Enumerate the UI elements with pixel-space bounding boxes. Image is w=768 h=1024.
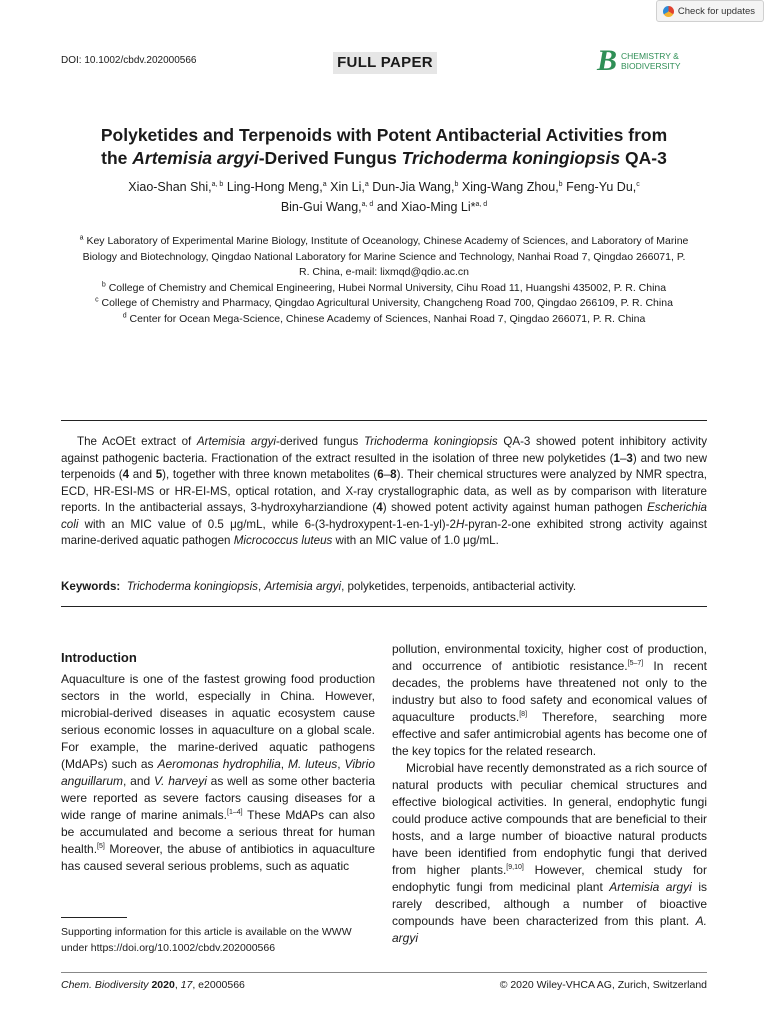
divider: [61, 606, 707, 607]
author: and Xiao-Ming Li*: [376, 200, 476, 214]
citation: [8]: [519, 711, 528, 718]
section-badge: FULL PAPER: [333, 52, 437, 74]
citation: [5]: [97, 843, 105, 850]
article-title: Polyketides and Terpenoids with Potent Antibacterial Activities from the Artemisia argyi-Derived Fungus Trichoderma koningiopsis QA-3: [100, 125, 668, 168]
body-column-left: Aquaculture is one of the fastest growing food production sectors in the world, especially in China. However, microbial-derived diseases in aquatic ecosystem cause serious economic losses in aquaculture on a global scale. For example, the marine-derived aquatic pathogens (MdAPs) such as Aeromonas hydrophilia, M. luteus, Vibrio anguillarum, and V. harveyi as well as some other bacteria were reported as severe factors causing diseases for a wide range of marine animals.[1–4] These MdAPs can also be accumulated and become a serious threat for human health.[5] Moreover, the abuse of antibiotics in aquaculture has caused several serious problems, such as aquatic: [61, 672, 376, 873]
author: Feng-Yu Du,: [566, 180, 637, 194]
footer-divider: [61, 972, 707, 973]
copyright: © 2020 Wiley-VHCA AG, Zurich, Switzerland: [499, 979, 707, 991]
affiliation: $^c$ College of Chemistry and Pharmacy, Qingdao Agricultural University, Changcheng Road 700, Qingdao 266109, P. R. China: [95, 296, 673, 309]
citation: [1–4]: [227, 809, 243, 816]
abstract: The AcOEt extract of Artemisia argyi-derived fungus Trichoderma koningiopsis QA-3 showed potent inhibitory activity against pathogenic bacteria. Fractionation of the extract resulted in the isolation of three new polyketides (1–3) and two new terpenoids (4 and 5), together with three known metabolites (6–8). Their chemical structures were analyzed by NMR spectra, ECD, HR-ESI-MS or HR-EI-MS, optical rotation, and X-ray crystallographic data, as well as by comparison with literature reports. In the antibacterial assays, 3-hydroxyharziandione (4) showed potent activity against human pathogen Escherichia coli with an MIC value of 0.5 μg/mL, while 6-(3-hydroxypent-1-en-1-yl)-2H-pyran-2-one exhibited strong activity against marine-derived aquatic pathogen Micrococcus luteus with an MIC value of 1.0 μg/mL.: [61, 435, 707, 547]
citation-footer: Chem. Biodiversity 2020, 17, e2000566: [61, 979, 245, 991]
journal-logo-icon: B: [597, 44, 618, 77]
doi[interactable]: DOI: 10.1002/cbdv.202000566: [61, 55, 197, 66]
journal-logo: [597, 46, 681, 76]
journal-logo-line1: CHEMISTRY &: [621, 51, 679, 61]
author: Bin-Gui Wang,: [280, 200, 362, 214]
author: Xiao-Shan Shi,: [128, 180, 212, 194]
affiliation: $^a$ Key Laboratory of Experimental Marine Biology, Institute of Oceanology, Chinese Academy of Sciences, and Laboratory of Marine Biology and Biotechnology, Qingdao National Laboratory for Marine Science and Technology, Nanhai Road 7, Qingdao 266071, P. R. China, e-mail: lixmqd@qdio.ac.cn: [79, 234, 689, 278]
keywords: Keywords: Trichoderma koningiopsis, Artemisia argyi, polyketides, terpenoids, antibacterial activity.: [61, 580, 577, 593]
crossmark-icon: [663, 6, 674, 17]
affiliation: $^b$ College of Chemistry and Chemical Engineering, Hubei Normal University, Cihu Road 11, Huangshi 435002, P. R. China: [101, 281, 667, 294]
divider: [61, 420, 707, 421]
check-for-updates-label: Check for updates: [677, 5, 755, 17]
author: Xin Li,: [330, 180, 365, 194]
affiliation: $^d$ Center for Ocean Mega-Science, Chinese Academy of Sciences, Nanhai Road 7, Qingdao 266071, P. R. China: [122, 312, 646, 325]
journal-logo-line2: BIODIVERSITY: [621, 61, 681, 71]
body-column-right: pollution, environmental toxicity, higher cost of production, and occurrence of antibiotic resistance.[5–7] In recent decades, the problems have threatened not only to the industry but also to food safety and economical values of aquaculture products.[8] Therefore, searching more effective and safer antimicrobial agents has become one of the key topics for the related research. Microbial have recently demonstrated as a rich source of natural products with peculiar chemical structures and effective biological activities. In general, endophytic fungi could produce active compounds that are beneficial to their hosts, and a large number of bioactive natural products have been identified from endophytic fungi that derived from higher plants.[9,10] However, chemical study for endophytic fungi from medicinal plant Artemisia argyi is rarely described, although a number of bioactive compounds have been characterized from this plant. A. argyi: [392, 642, 708, 945]
check-for-updates-button[interactable]: [656, 0, 764, 22]
author-list: Xiao-Shan Shi,$^{a, b}$ Ling-Hong Meng,$^a$ Xin Li,$^a$ Dun-Jia Wang,$^b$ Xing-Wang Zhou,$^b$ Feng-Yu Du,$^c$ Bin-Gui Wang,$^{a, d}$ and Xiao-Ming Li*$^{a, d}$: [128, 180, 640, 214]
keywords-label: Keywords:: [61, 580, 121, 593]
author: Dun-Jia Wang,: [372, 180, 455, 194]
section-heading: Introduction: [61, 650, 137, 665]
footnote-divider: [61, 917, 127, 918]
citation: [5–7]: [627, 660, 644, 667]
affiliations: [78, 234, 690, 327]
supporting-info-footnote: Supporting information for this article is available on the WWW under https://doi.org/10.1002/cbdv.202000566: [61, 926, 352, 954]
author: Ling-Hong Meng,: [226, 180, 323, 194]
citation: [9,10]: [506, 864, 524, 871]
author: Xing-Wang Zhou,: [461, 180, 559, 194]
